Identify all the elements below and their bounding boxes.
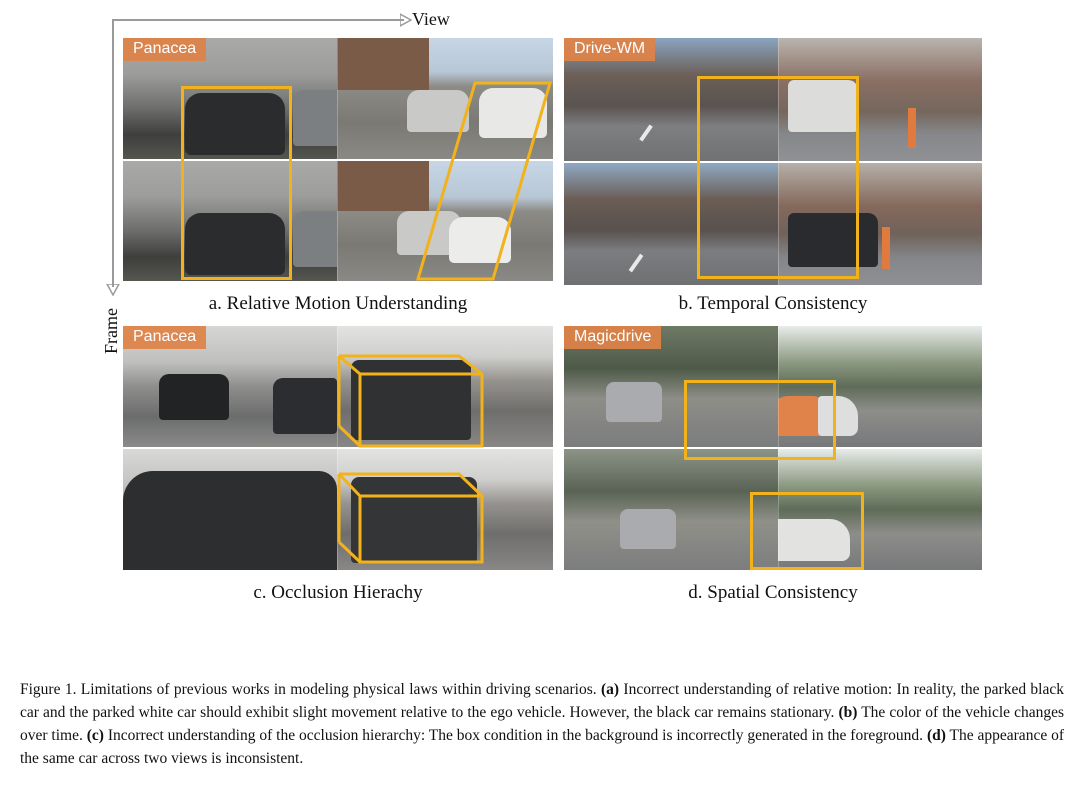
highlight-box [684, 380, 836, 460]
highlight-box [750, 492, 864, 570]
highlight-parallelogram [123, 38, 553, 281]
method-tag: Drive-WM [564, 38, 655, 61]
silver-suv [620, 509, 676, 549]
figure-caption [20, 678, 1064, 770]
road-marking [629, 254, 644, 273]
caption-d-label: (d) [926, 727, 946, 744]
view-axis-label: View [412, 9, 450, 29]
panel-d-frame-2-view-1 [564, 449, 778, 570]
caption-c-text: Incorrect understanding of the occlusion hierarchy: The box condition in the background is incorrectly generated in the foreground. [103, 727, 927, 744]
frame-axis-label: Frame [101, 308, 121, 354]
subcaption-d: d. Spatial Consistency [688, 582, 858, 603]
caption-b-label: (b) [838, 704, 858, 721]
panel-a-relative-motion [123, 38, 553, 281]
caption-b-text: The color of the vehicle changes over time. [20, 704, 1064, 744]
highlight-box [697, 76, 859, 279]
road-marking [639, 124, 653, 141]
panel-c-occlusion-hierarchy [123, 326, 553, 570]
caption-a-text: Incorrect understanding of relative motion: In reality, the parked black car and the parked white car should exhibit slight movement relative to the ego vehicle. However, the black car remains stationary. [20, 681, 1064, 721]
panel-d-spatial-consistency [564, 326, 982, 570]
caption-c-label: (c) [86, 727, 104, 744]
traffic-cone [908, 108, 916, 148]
traffic-cone [882, 227, 890, 269]
silver-suv [606, 382, 662, 422]
method-tag: Magicdrive [564, 326, 661, 349]
frame-axis-arrowhead [106, 284, 120, 296]
method-tag: Panacea [123, 326, 206, 349]
view-axis-line [112, 19, 404, 21]
panel-b-temporal-consistency [564, 38, 982, 285]
caption-intro: Limitations of previous works in modeling physical laws within driving scenarios. [76, 681, 601, 698]
3d-box-condition [123, 326, 553, 570]
caption-d-text: The appearance of the same car across two views is inconsistent. [20, 727, 1065, 767]
subcaption-c: c. Occlusion Hierachy [253, 582, 423, 603]
view-axis-arrowhead [400, 13, 412, 27]
figure-label: Figure 1. [20, 681, 77, 698]
method-tag: Panacea [123, 38, 206, 61]
caption-a-label: (a) [600, 681, 620, 698]
frame-axis-line [112, 19, 114, 287]
subcaption-b: b. Temporal Consistency [678, 293, 868, 314]
subcaption-a: a. Relative Motion Understanding [208, 293, 468, 314]
